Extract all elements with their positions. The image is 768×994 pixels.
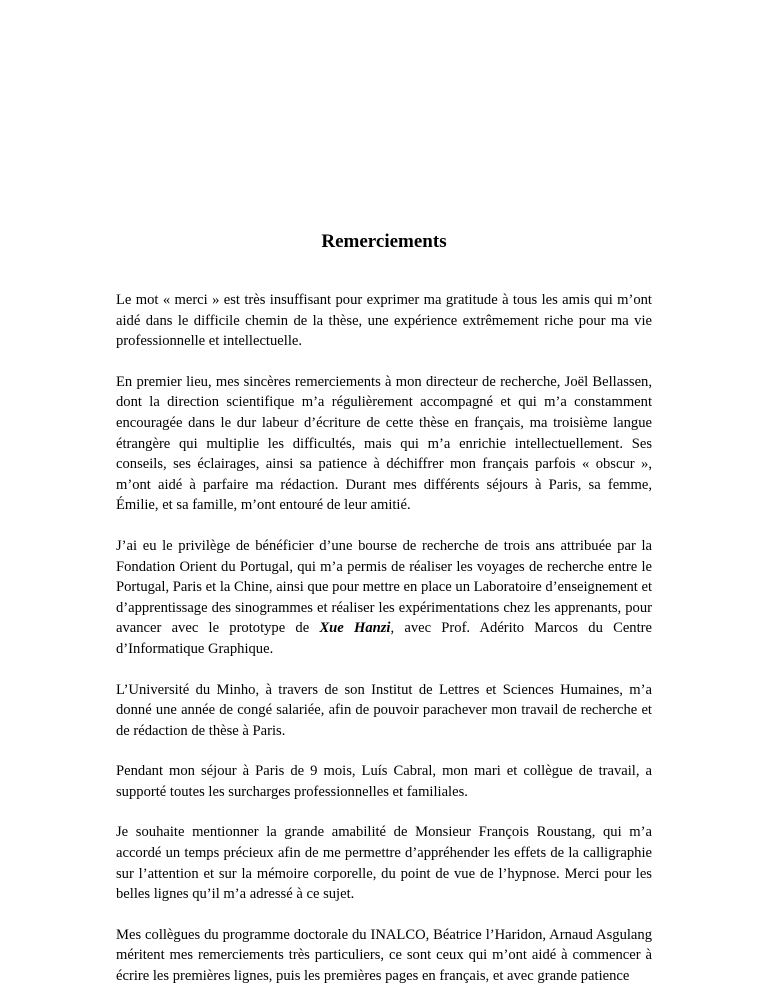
document-body [116, 290, 652, 987]
paragraph-sejour: Pendant mon séjour à Paris de 9 mois, Luís Cabral, mon mari et collègue de travail, a supporté toutes les surcharges professionnelles et familiales. [116, 763, 652, 800]
page-title: Remerciements [321, 231, 447, 252]
paragraph-directeur: En premier lieu, mes sincères remerciements à mon directeur de recherche, Joël Bellassen, dont la direction scientifique m’a régulièrement accompagné et qui m’a constamment encouragée dans le dur labeur d’écriture de cette thèse en français, ma troisième langue étrangère qui multiplie les difficultés, mais qui m’a enrichie intellectuellement. Ses conseils, ses éclairages, ainsi sa patience à déchiffrer mon français parfois « obscur », m’ont aidé à parfaire ma rédaction. Durant mes différents séjours à Paris, sa femme, Émilie, et sa famille, m’ont entouré de leur amitié. [116, 373, 652, 514]
paragraph-universite: L’Université du Minho, à travers de son Institut de Lettres et Sciences Humaines, m’a donné une année de congé salariée, afin de pouvoir parachever mon travail de recherche et de rédaction de thèse à Paris. [116, 681, 652, 739]
paragraph-bourse-text-after: , avec Prof. Adérito Marcos du Centre d’Informatique Graphique. [116, 620, 652, 657]
paragraph-bourse [116, 536, 652, 660]
paragraph-roustang: Je souhaite mentionner la grande amabilité de Monsieur François Roustang, qui m’a accordé un temps précieux afin de me permettre d’appréhender les effets de la calligraphie sur l’attention et sur la mémoire corporelle, du point de vue de l’hypnose. Merci pour les belles lignes qu’il m’a adressé à ce sujet. [116, 824, 652, 903]
project-title-emphasis: Xue Hanzi [319, 620, 391, 637]
paragraph-collegues: Mes collègues du programme doctorale du INALCO, Béatrice l’Haridon, Arnaud Asgulang méritent mes remerciements très particuliers, ce sont ceux qui m’ont aidé à commencer à écrire les premières lignes, puis les premières pages en français, et avec grande patience [116, 926, 652, 985]
paragraph-intro: Le mot « merci » est très insuffisant pour exprimer ma gratitude à tous les amis qui m’ont aidé dans le difficile chemin de la thèse, une expérience extrêmement riche pour ma vie professionnelle et intellectuelle. [116, 292, 652, 350]
paragraph-bourse-text-before: J’ai eu le privilège de bénéficier d’une bourse de recherche de trois ans attribuée par la Fondation Orient du Portugal, qui m’a permis de réaliser les voyages de recherche entre le Portugal, Paris et la Chine, ainsi que pour mettre en place un Laboratoire d’enseignement et d’apprentissage des sinogrammes et réaliser les expérimentations chez les apprenants, pour avancer avec le prototype de [116, 537, 652, 637]
